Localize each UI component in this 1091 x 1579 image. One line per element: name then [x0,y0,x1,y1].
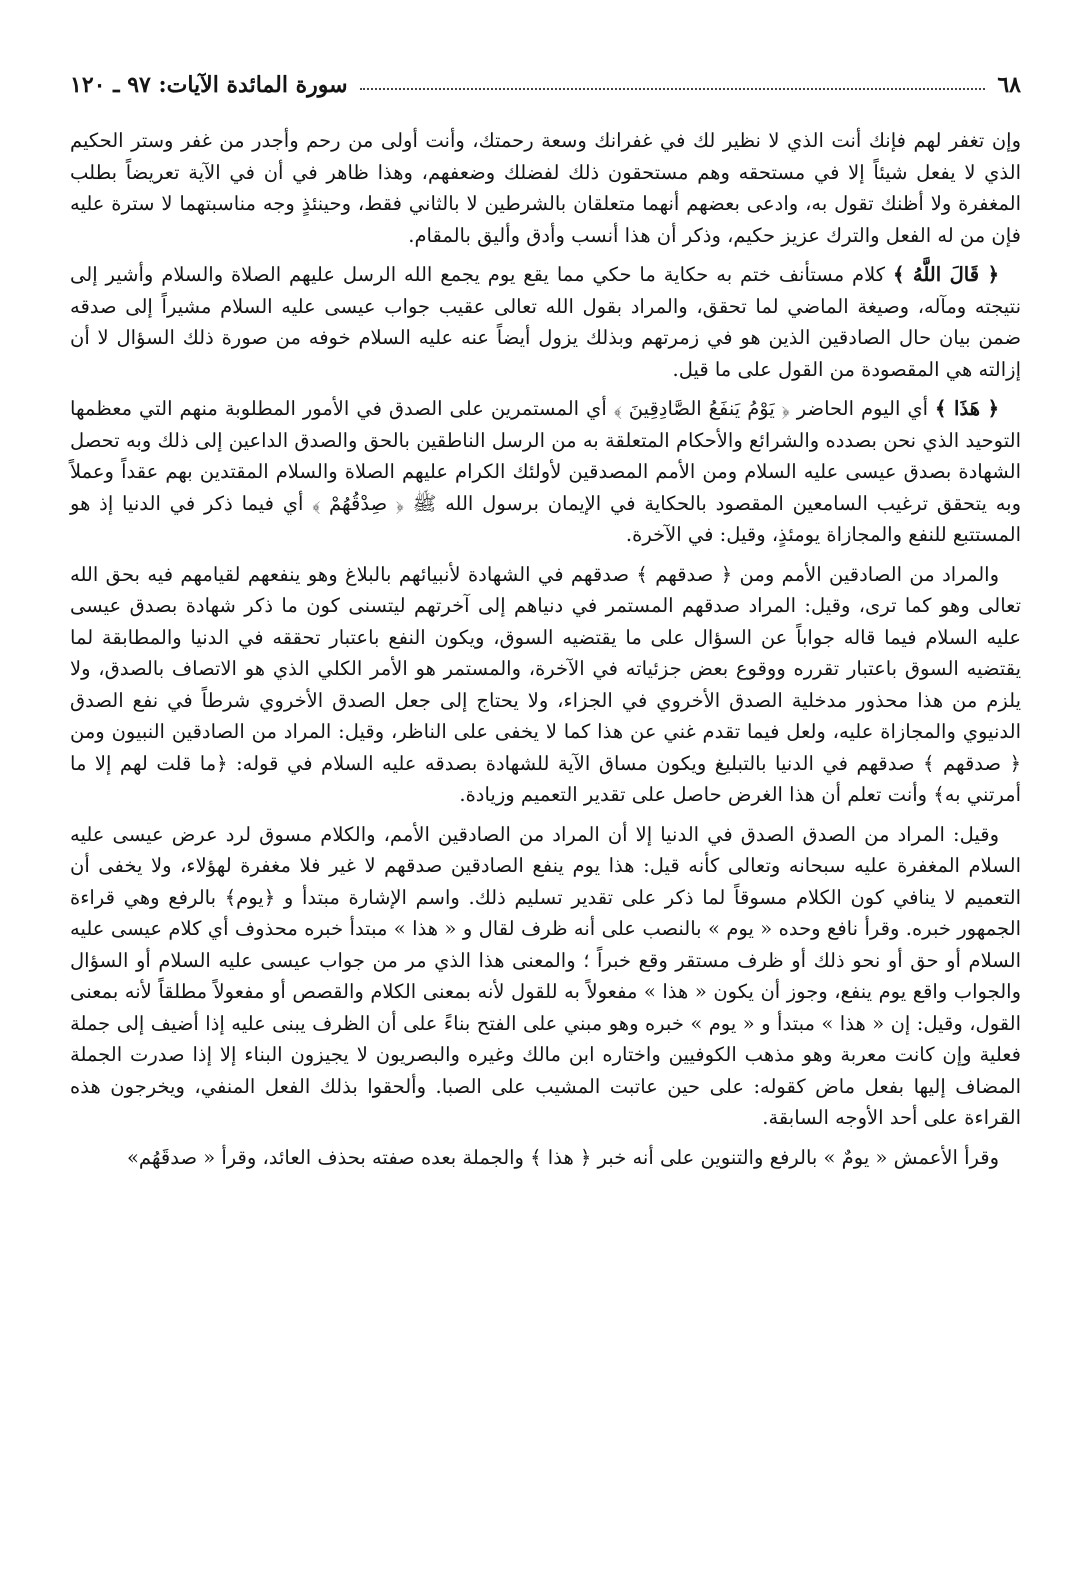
paragraph-text: وإن تغفر لهم فإنك أنت الذي لا نظير لك في غفرانك وسعة رحمتك، وأنت أولى من رحم وأجدر من غفر وستر الحكيم الذي لا يفعل شيئاً إلا في مستحقه وهم مستحقون ذلك لفضلك وضعفهم، وهذا ظاهر في أن في الآية تعريضاً بطلب المغفرة ولا أظنك تقول به، وادعى بعضهم أنهما متعلقان بالشرطين لا بالثاني فقط، وحينئذٍ وجه مناسبتهما لا سترة عليه فإن من له الفعل والترك عزيز حكيم، وذكر أن هذا أنسب وأدق وأليق بالمقام. [70,129,1021,247]
page-header [70,62,1021,98]
paragraph [70,125,1021,251]
paragraph-text: وقيل: المراد من الصدق الصدق في الدنيا إلا أن المراد من الصادقين الأمم، والكلام مسوق لرد عرض عيسى عليه السلام المغفرة عليه سبحانه وتعالى كأنه قيل: هذا يوم ينفع الصادقين صدقهم لا غير فلا مغفرة لهؤلاء، ولا يخفى أن التعميم لا ينافي كون الكلام مسوقاً لما ذكر على تقدير تسليم ذلك. واسم الإشارة مبتدأ و ﴿يوم﴾ بالرفع وهي قراءة الجمهور خبره. وقرأ نافع وحده « يوم » بالنصب على أنه ظرف لقال و « هذا » مبتدأ خبره محذوف أي كلام عيسى عليه السلام أو حق أو نحو ذلك أو ظرف مستقر وقع خبراً ؛ والمعنى هذا الذي مر من جواب عيسى عليه السلام أو السؤال والجواب واقع يوم ينفع، وجوز أن يكون « هذا » مفعولاً به للقول لأنه بمعنى الكلام والقصص أو مفعولاً مطلقاً لأنه بمعنى القول، وقيل: إن « هذا » مبتدأ و « يوم » خبره وهو مبني على الفتح بناءً على أن الظرف يبنى عليه إذا أضيف إلى جملة فعلية وإن كانت معربة وهو مذهب الكوفيين واختاره ابن مالك وغيره والبصريون لا يجيزون البناء إلا إذا صدرت الجملة المضاف إليها بفعل ماض كقوله: على حين عاتبت المشيب على الصبا. وألحقوا بذلك الفعل المنفي، ويخرجون هذه القراءة على أحد الأوجه السابقة. [70,822,1021,1129]
paragraph [70,559,1021,811]
paragraph-text: وقرأ الأعمش « يومٌ » بالرفع والتنوين على أنه خبر ﴿ هذا ﴾ والجملة بعده صفته بحذف العائد، وقرأ « صدقَهُم» [127,1145,999,1169]
running-title: سورة المائدة الآيات: ٩٧ ـ ١٢٠ [70,72,348,98]
page-body [70,125,1021,1181]
page-number: ٦٨ [997,72,1021,98]
paragraph-text: كلام مستأنف ختم به حكاية ما حكي مما يقع يوم يجمع الله الرسل عليهم الصلاة والسلام وأشير إلى نتيجته ومآله، وصيغة الماضي لما تحقق، والمراد بقول الله تعالى عقيب جواب عيسى عليه السلام مشيراً إلى صدقه ضمن بيان حال الصادقين الذين هو في زمرتهم وبذلك يزول أيضاً عنه عليه السلام خوفه من صورة ذلك السؤال لا أن إزالته هي المقصودة من القول على ما قيل. [70,263,1021,381]
paragraph-text: والمراد من الصادقين الأمم ومن ﴿ صدقهم ﴾ صدقهم في الشهادة لأنبيائهم بالبلاغ وهو ينفعهم لقيامهم فيه بحق الله تعالى وهو كما ترى، وقيل: المراد صدقهم المستمر في دنياهم إلى آخرتهم ليتسنى كون ما ذكر شهادة بصدق عيسى عليه السلام فيما قاله جواباً عن السؤال على ما يقتضيه السوق، ويكون النفع باعتبار تحققه في الدنيا والمطابقة لما يقتضيه السوق باعتبار تقرره ووقوع بعض جزئياته في الآخرة، والمستمر هو الأمر الكلي الذي هو الاتصاف بالصدق، ولا يلزم من هذا محذور مدخلية الصدق الأخروي في الجزاء، ولا يحتاج إلى جعل الصدق الأخروي شرطاً في نفع الصدق الدنيوي والمجازاة عليه، ولعل فيما تقدم غني عن هذا كما لا يخفى على الناظر، وقيل: المراد من الصادقين النبيون ومن ﴿ صدقهم ﴾ صدقهم في الدنيا بالتبليغ ويكون مساق الآية للشهادة بصدقه عليه السلام في قوله: ﴿ما قلت لهم إلا ما أمرتني به﴾ وأنت تعلم أن هذا الغرض حاصل على تقدير التعميم وزيادة. [70,562,1021,806]
quran-quote: ﴿ هَذَا ﴾ [935,397,999,420]
paragraph-text: أي اليوم الحاضر ﴿ يَوْمُ يَنفَعُ الصَّادِقِينَ ﴾ أي المستمرين على الصدق في الأمور المطلوبة منهم التي معظمها التوحيد الذي نحن بصدده والشرائع والأحكام المتعلقة به من الرسل الناطقين بالحق والصدق الداعين إلى ذلك وبه تحصل الشهادة بصدق عيسى عليه السلام ومن الأمم المصدقين لأولئك الكرام عليهم الصلاة والسلام المقتدين بهم عقداً وعملاً وبه يتحقق ترغيب السامعين المقصود بالحكاية في الإيمان برسول الله ﷺ ﴿ صِدْقُهُمْ ﴾ أي فيما ذكر في الدنيا إذ هو المستتبع للنفع والمجازاة يومئذٍ، وقيل: في الآخرة. [70,397,1021,546]
header-dotted-leader [360,88,986,90]
paragraph [70,259,1021,385]
paragraph [70,393,1021,551]
paragraph [70,1142,1021,1174]
paragraph [70,819,1021,1134]
quran-quote: ﴿ قَالَ اللَّهُ ﴾ [892,263,999,286]
